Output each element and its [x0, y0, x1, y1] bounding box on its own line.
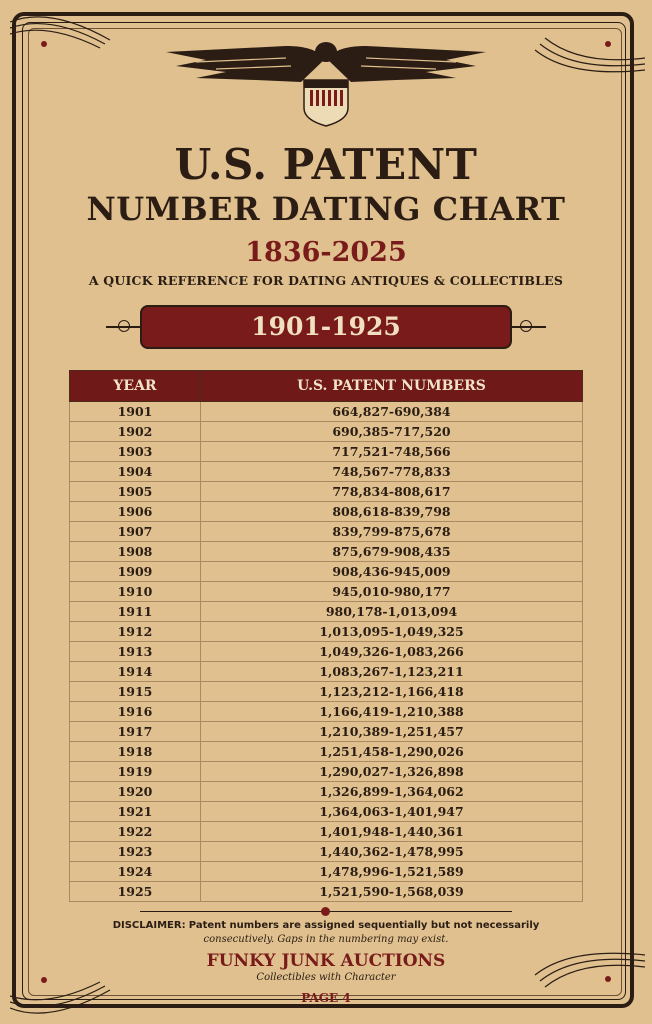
- table-row: [70, 442, 583, 462]
- patent-range-cell: 839,799-875,678: [201, 522, 583, 542]
- patent-range-cell: 1,083,267-1,123,211: [201, 662, 583, 682]
- table-row: [70, 682, 583, 702]
- corner-swirl-icon: [530, 30, 645, 90]
- disclaimer-line2: consecutively. Gaps in the numbering may exist.: [203, 934, 449, 945]
- banner-ring-left: [118, 320, 130, 332]
- table-row: [70, 482, 583, 502]
- patent-range-cell: 1,478,996-1,521,589: [201, 862, 583, 882]
- year-cell: 1922: [70, 822, 201, 842]
- year-cell: 1914: [70, 662, 201, 682]
- patent-range-cell: 1,123,212-1,166,418: [201, 682, 583, 702]
- table-row: [70, 762, 583, 782]
- subtitle: A QUICK REFERENCE FOR DATING ANTIQUES & COLLECTIBLES: [88, 273, 564, 288]
- table-row: [70, 502, 583, 522]
- brand-tagline: Collectibles with Character: [256, 972, 396, 983]
- disclaimer-dot: [321, 907, 330, 916]
- patent-range-cell: 717,521-748,566: [201, 442, 583, 462]
- patent-range-cell: 1,326,899-1,364,062: [201, 782, 583, 802]
- section-banner: 1901-1925: [140, 305, 512, 349]
- patent-range-cell: 980,178-1,013,094: [201, 602, 583, 622]
- patent-range-cell: 748,567-778,833: [201, 462, 583, 482]
- table-row: [70, 742, 583, 762]
- year-cell: 1916: [70, 702, 201, 722]
- year-cell: 1917: [70, 722, 201, 742]
- patent-table: [69, 370, 583, 902]
- table-row: [70, 822, 583, 842]
- column-header-numbers: U.S. PATENT NUMBERS: [201, 371, 583, 402]
- table-row: [70, 882, 583, 902]
- patent-range-cell: 875,679-908,435: [201, 542, 583, 562]
- table-row: [70, 422, 583, 442]
- banner-ring-right: [520, 320, 532, 332]
- patent-range-cell: 945,010-980,177: [201, 582, 583, 602]
- year-cell: 1906: [70, 502, 201, 522]
- page-number: PAGE 4: [301, 991, 351, 1005]
- disclaimer-line1: Patent numbers are assigned sequentially but not necessarily: [188, 920, 540, 931]
- patent-range-cell: 1,401,948-1,440,361: [201, 822, 583, 842]
- year-cell: 1905: [70, 482, 201, 502]
- brand-name: FUNKY JUNK AUCTIONS: [206, 951, 446, 971]
- year-cell: 1908: [70, 542, 201, 562]
- patent-range-cell: 908,436-945,009: [201, 562, 583, 582]
- year-cell: 1924: [70, 862, 201, 882]
- table-row: [70, 582, 583, 602]
- table-row: [70, 662, 583, 682]
- table-row: [70, 402, 583, 422]
- year-cell: 1915: [70, 682, 201, 702]
- patent-range-cell: 664,827-690,384: [201, 402, 583, 422]
- table-row: [70, 782, 583, 802]
- patent-range-cell: 690,385-717,520: [201, 422, 583, 442]
- year-span: 1836-2025: [245, 237, 407, 268]
- corner-swirl-icon: [10, 10, 130, 70]
- table-row: [70, 862, 583, 882]
- column-header-year: YEAR: [70, 371, 201, 402]
- patent-range-cell: 1,364,063-1,401,947: [201, 802, 583, 822]
- year-cell: 1902: [70, 422, 201, 442]
- table-row: [70, 622, 583, 642]
- year-cell: 1903: [70, 442, 201, 462]
- patent-range-cell: 1,049,326-1,083,266: [201, 642, 583, 662]
- disclaimer: [0, 919, 652, 947]
- patent-range-cell: 1,013,095-1,049,325: [201, 622, 583, 642]
- table-header-row: [70, 371, 583, 402]
- year-cell: 1918: [70, 742, 201, 762]
- year-cell: 1923: [70, 842, 201, 862]
- patent-range-cell: 1,166,419-1,210,388: [201, 702, 583, 722]
- year-cell: 1907: [70, 522, 201, 542]
- table-row: [70, 562, 583, 582]
- table-row: [70, 842, 583, 862]
- year-cell: 1901: [70, 402, 201, 422]
- patent-range-cell: 778,834-808,617: [201, 482, 583, 502]
- year-cell: 1909: [70, 562, 201, 582]
- table-row: [70, 702, 583, 722]
- year-cell: 1911: [70, 602, 201, 622]
- table-row: [70, 642, 583, 662]
- year-cell: 1925: [70, 882, 201, 902]
- year-cell: 1904: [70, 462, 201, 482]
- patent-range-cell: 1,251,458-1,290,026: [201, 742, 583, 762]
- table-row: [70, 462, 583, 482]
- patent-range-cell: 1,290,027-1,326,898: [201, 762, 583, 782]
- table-row: [70, 542, 583, 562]
- table-row: [70, 602, 583, 622]
- year-cell: 1910: [70, 582, 201, 602]
- patent-range-cell: 1,440,362-1,478,995: [201, 842, 583, 862]
- title-line2: NUMBER DATING CHART: [86, 190, 566, 228]
- year-cell: 1921: [70, 802, 201, 822]
- year-cell: 1920: [70, 782, 201, 802]
- patent-range-cell: 1,521,590-1,568,039: [201, 882, 583, 902]
- table-row: [70, 802, 583, 822]
- eagle-shield-icon: [166, 38, 486, 128]
- patent-range-cell: 808,618-839,798: [201, 502, 583, 522]
- year-cell: 1919: [70, 762, 201, 782]
- year-cell: 1913: [70, 642, 201, 662]
- table-row: [70, 522, 583, 542]
- title-line1: U.S. PATENT: [174, 140, 478, 189]
- table-row: [70, 722, 583, 742]
- year-cell: 1912: [70, 622, 201, 642]
- disclaimer-label: DISCLAIMER:: [112, 920, 186, 931]
- patent-range-cell: 1,210,389-1,251,457: [201, 722, 583, 742]
